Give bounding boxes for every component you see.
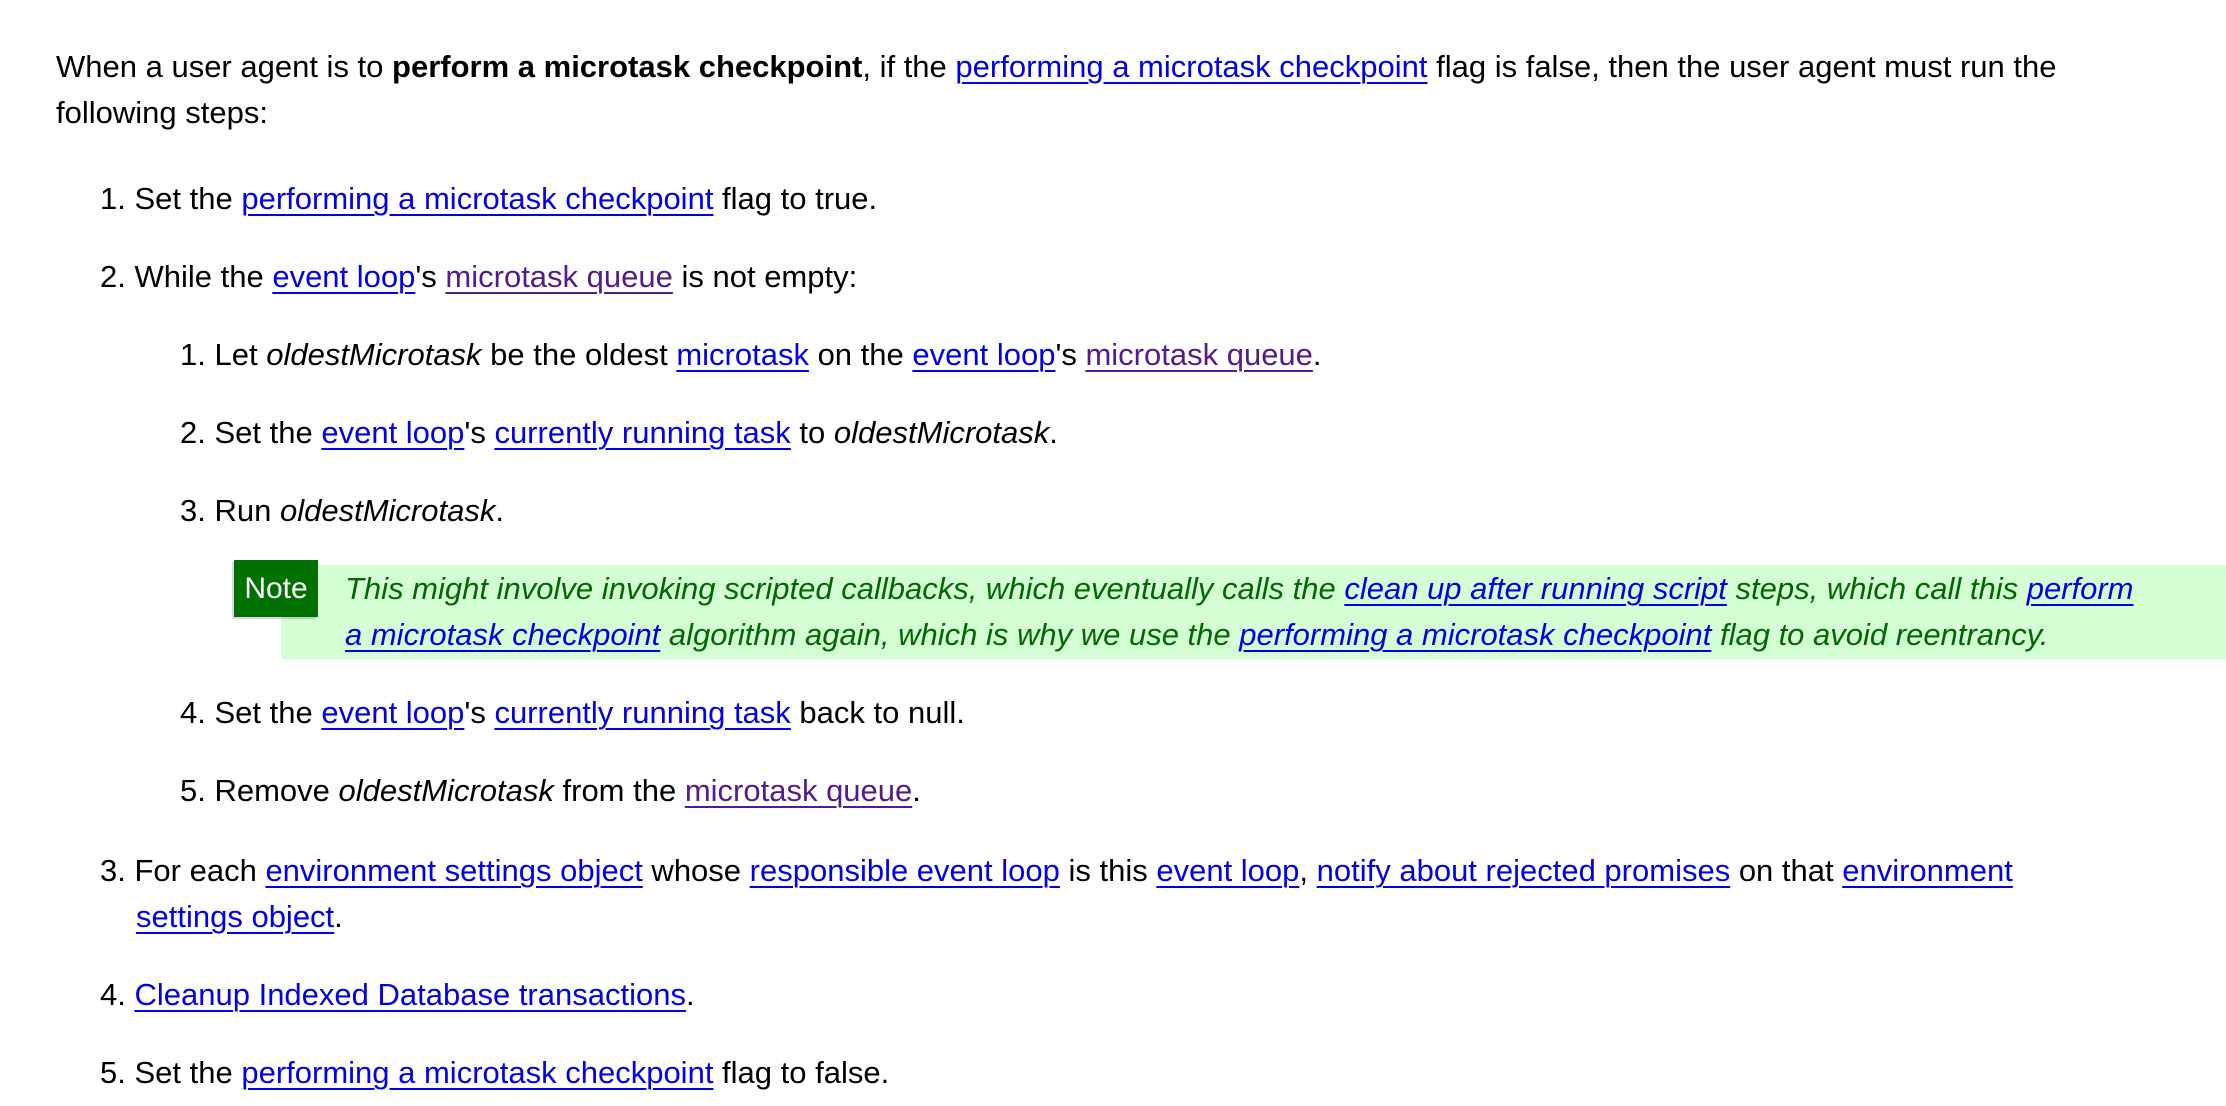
variable: oldestMicrotask [279, 493, 496, 528]
step-2 [100, 254, 857, 300]
step-text: is this [1059, 853, 1157, 888]
step-text: back to null. [790, 695, 965, 730]
step-text: Set the [214, 415, 322, 450]
link-clean-up-after-running-script[interactable]: clean up after running script [1344, 571, 1727, 606]
step-number: 2. [100, 259, 126, 294]
link-currently-running-task[interactable]: currently running task [494, 415, 791, 450]
step-text: Set the [134, 181, 242, 216]
step-3-line-1 [100, 848, 2013, 894]
link-performing-checkpoint-flag[interactable]: performing a microtask checkpoint [241, 1055, 714, 1090]
step-text: flag to false. [713, 1055, 890, 1090]
intro-text: , if the [862, 49, 956, 84]
note-badge: Note [234, 560, 318, 617]
step-text: Remove [214, 773, 339, 808]
link-perform-microtask-checkpoint[interactable]: perform [2026, 571, 2134, 606]
step-number: 1. [100, 181, 126, 216]
variable: oldestMicrotask [266, 337, 482, 372]
note-line-2 [345, 612, 2049, 658]
step-text: to [790, 415, 834, 450]
intro-line-2 [56, 90, 268, 136]
link-microtask-queue[interactable]: microtask queue [1085, 337, 1313, 372]
link-environment-settings-object[interactable]: environment [1842, 853, 2013, 888]
step-text: whose [642, 853, 750, 888]
step-number: 2. [180, 415, 206, 450]
step-text: . [1049, 415, 1058, 450]
note-text: This might involve invoking scripted callbacks, which eventually calls the [345, 571, 1345, 606]
step-number: 3. [180, 493, 206, 528]
link-perform-microtask-checkpoint[interactable]: a microtask checkpoint [345, 617, 661, 652]
step-5 [100, 1050, 889, 1096]
note-text: steps, which call this [1726, 571, 2027, 606]
step-text: . [495, 493, 504, 528]
link-event-loop[interactable]: event loop [272, 259, 416, 294]
link-performing-checkpoint-flag[interactable]: performing a microtask checkpoint [955, 49, 1428, 84]
step-text: , [1299, 853, 1317, 888]
link-performing-checkpoint-flag[interactable]: performing a microtask checkpoint [1239, 617, 1712, 652]
step-4 [100, 972, 695, 1018]
step-number: 5. [100, 1055, 126, 1090]
step-text: on the [808, 337, 913, 372]
step-text: is not empty: [672, 259, 858, 294]
intro-line-1 [56, 44, 2056, 90]
link-performing-checkpoint-flag[interactable]: performing a microtask checkpoint [241, 181, 714, 216]
step-number: 1. [180, 337, 206, 372]
link-responsible-event-loop[interactable]: responsible event loop [749, 853, 1060, 888]
step-text: . [912, 773, 921, 808]
step-text: 's [464, 415, 495, 450]
step-text: 's [464, 695, 495, 730]
link-event-loop[interactable]: event loop [321, 415, 465, 450]
variable: oldestMicrotask [338, 773, 554, 808]
substep-1 [180, 332, 1322, 378]
note-text: flag to avoid reentrancy. [1711, 617, 2049, 652]
note-line-1 [345, 566, 2134, 612]
step-number: 3. [100, 853, 126, 888]
step-text: be the oldest [481, 337, 677, 372]
step-text: Let [214, 337, 267, 372]
link-notify-rejected-promises[interactable]: notify about rejected promises [1316, 853, 1731, 888]
link-event-loop[interactable]: event loop [321, 695, 465, 730]
step-text: . [685, 977, 695, 1012]
step-text: 's [415, 259, 446, 294]
step-number: 4. [180, 695, 206, 730]
intro-text: flag is false, then the user agent must run the [1427, 49, 2057, 84]
link-event-loop[interactable]: event loop [912, 337, 1056, 372]
intro-text: following steps: [56, 95, 268, 130]
step-number: 5. [180, 773, 206, 808]
substep-5 [180, 768, 921, 814]
intro-text: When a user agent is to [56, 49, 393, 84]
substep-3 [180, 488, 504, 534]
link-environment-settings-object[interactable]: settings object [136, 899, 335, 934]
step-text: . [334, 899, 343, 934]
step-3-line-2 [136, 894, 343, 940]
step-text: Set the [134, 1055, 242, 1090]
link-microtask-queue[interactable]: microtask queue [445, 259, 673, 294]
link-currently-running-task[interactable]: currently running task [494, 695, 791, 730]
link-environment-settings-object[interactable]: environment settings object [265, 853, 643, 888]
step-text: Run [214, 493, 280, 528]
step-text: from the [553, 773, 685, 808]
step-text: on that [1730, 853, 1843, 888]
step-text: 's [1055, 337, 1086, 372]
step-number: 4. [100, 977, 126, 1012]
link-cleanup-indexed-db[interactable]: Cleanup Indexed Database transactions [134, 977, 686, 1012]
step-text: Set the [214, 695, 322, 730]
variable: oldestMicrotask [833, 415, 1050, 450]
step-text: flag to true. [713, 181, 878, 216]
link-microtask[interactable]: microtask [676, 337, 809, 372]
substep-2 [180, 410, 1058, 456]
definition-term: perform a microtask checkpoint [392, 49, 863, 84]
substep-4 [180, 690, 965, 736]
step-1 [100, 176, 877, 222]
link-event-loop[interactable]: event loop [1156, 853, 1300, 888]
link-microtask-queue[interactable]: microtask queue [684, 773, 913, 808]
step-text: . [1312, 337, 1322, 372]
note-text: algorithm again, which is why we use the [660, 617, 1240, 652]
step-text: For each [134, 853, 266, 888]
step-text: While the [134, 259, 273, 294]
